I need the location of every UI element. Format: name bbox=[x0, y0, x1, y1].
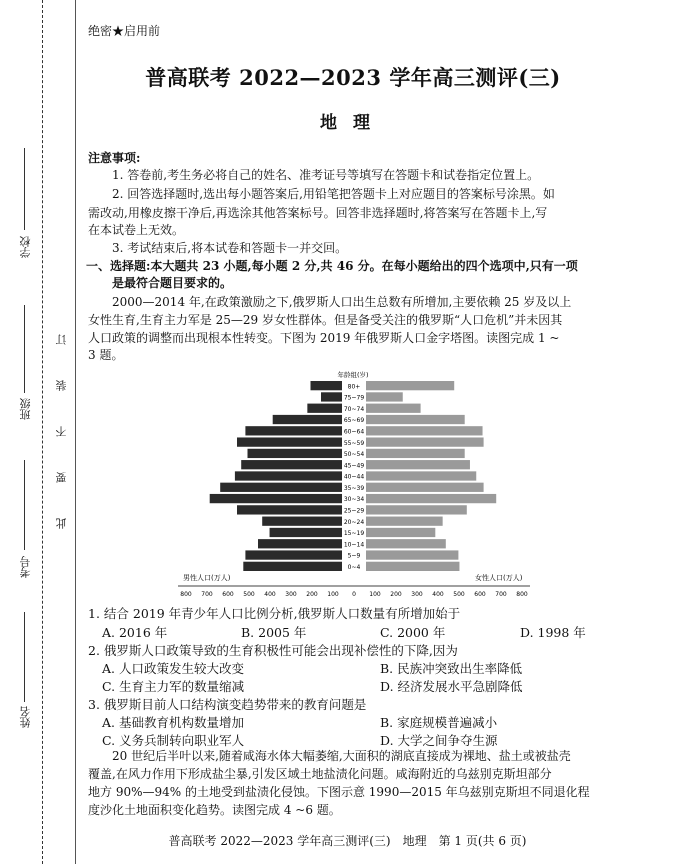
passage2-line4: 度沙化土地面积变化趋势。读图完成 4 ~6 题。 bbox=[88, 803, 341, 817]
male-bar-40~44 bbox=[235, 471, 342, 480]
female-bar-20~24 bbox=[366, 517, 443, 526]
female-bar-5~9 bbox=[366, 550, 458, 559]
note-3: 3. 考试结束后,将本试卷和答题卡一并交回。 bbox=[112, 241, 348, 255]
age-group-label: 10~14 bbox=[343, 541, 365, 549]
male-bar-5~9 bbox=[245, 550, 342, 559]
secret-label: 绝密★启用前 bbox=[88, 24, 161, 38]
male-bar-25~29 bbox=[237, 505, 342, 514]
q3-option-d: D. 大学之间争夺生源 bbox=[380, 733, 498, 748]
female-bar-65~69 bbox=[366, 415, 465, 424]
section-heading-2: 是最符合题目要求的。 bbox=[112, 276, 233, 290]
female-bar-60~64 bbox=[366, 426, 483, 435]
x-tick-label: 600 bbox=[474, 591, 486, 598]
male-bar-50~54 bbox=[248, 449, 343, 458]
male-bar-75~79 bbox=[321, 392, 342, 401]
seal-word-3: 不 bbox=[55, 426, 68, 437]
age-group-label: 30~34 bbox=[343, 496, 365, 504]
male-bar-0~4 bbox=[243, 562, 342, 571]
chart-left-label: 男性人口(万人) bbox=[183, 574, 231, 582]
female-bar-35~39 bbox=[366, 483, 484, 492]
male-bar-60~64 bbox=[245, 426, 342, 435]
q1-option-c: C. 2000 年 bbox=[380, 625, 446, 640]
age-group-label: 70~74 bbox=[343, 405, 365, 413]
q3-option-b: B. 家庭规模普遍减小 bbox=[380, 715, 498, 730]
x-tick-label: 100 bbox=[327, 591, 339, 598]
x-tick-label: 400 bbox=[432, 591, 444, 598]
q3-option-a: A. 基础教育机构数量增加 bbox=[102, 715, 244, 730]
q1-stem: 1. 结合 2019 年青少年人口比例分析,俄罗斯人口数量有所增加始于 bbox=[88, 606, 461, 621]
x-tick-label: 300 bbox=[285, 591, 297, 598]
age-group-label: 35~39 bbox=[343, 484, 365, 492]
female-bar-55~59 bbox=[366, 437, 484, 446]
q1-option-b: B. 2005 年 bbox=[241, 625, 307, 640]
female-bar-75~79 bbox=[366, 392, 403, 401]
class-line[interactable] bbox=[24, 305, 25, 393]
school-label: 学校 bbox=[19, 236, 32, 258]
section-heading: 一、选择题:本大题共 23 小题,每小题 2 分,共 46 分。在每小题给出的四个选项中,只有一项 bbox=[86, 259, 578, 273]
x-tick-label: 400 bbox=[264, 591, 276, 598]
subject-title: 地理 bbox=[320, 113, 386, 133]
female-bar-25~29 bbox=[366, 505, 467, 514]
male-bar-45~49 bbox=[241, 460, 342, 469]
age-group-label: 20~24 bbox=[343, 518, 365, 526]
male-bar-35~39 bbox=[220, 483, 342, 492]
male-bar-80+ bbox=[311, 381, 343, 390]
age-group-label: 55~59 bbox=[343, 439, 365, 447]
q1-option-a: A. 2016 年 bbox=[102, 625, 168, 640]
x-tick-label: 300 bbox=[411, 591, 423, 598]
x-tick-label: 200 bbox=[390, 591, 402, 598]
passage2-line1: 20 世纪后半叶以来,随着咸海水体大幅萎缩,大面积的湖底直接成为裸地、盐土或被盐壳 bbox=[112, 749, 571, 763]
male-bar-55~59 bbox=[237, 437, 342, 446]
notes-heading: 注意事项: bbox=[88, 151, 141, 165]
page-footer: 普高联考 2022—2023 学年高三测评(三) 地理 第 1 页(共 6 页) bbox=[168, 834, 527, 848]
x-tick-label: 600 bbox=[222, 591, 234, 598]
passage1-line1: 2000—2014 年,在政策激励之下,俄罗斯人口出生总数有所增加,主要依赖 25 岁及以上 bbox=[112, 295, 572, 309]
q2-option-b: B. 民族冲突致出生率降低 bbox=[380, 661, 523, 676]
male-bar-70~74 bbox=[307, 404, 342, 413]
male-bar-15~19 bbox=[270, 528, 342, 537]
note-2b: 需改动,用橡皮擦干净后,再选涂其他答案标号。回答非选择题时,将答案写在答题卡上,写 bbox=[88, 206, 548, 220]
q2-option-d: D. 经济发展水平急剧降低 bbox=[380, 679, 523, 694]
x-tick-label: 500 bbox=[453, 591, 465, 598]
binding-dashed-line bbox=[42, 0, 43, 864]
age-group-label: 25~29 bbox=[343, 507, 365, 515]
q2-option-a: A. 人口政策发生较大改变 bbox=[102, 661, 244, 676]
age-group-label: 75~79 bbox=[343, 394, 365, 402]
population-pyramid-chart bbox=[178, 368, 548, 602]
age-group-label: 45~49 bbox=[343, 462, 365, 470]
age-group-label: 60~64 bbox=[343, 428, 365, 436]
female-bar-15~19 bbox=[366, 528, 435, 537]
exam-no-label: 考号 bbox=[19, 556, 32, 578]
x-tick-label: 100 bbox=[369, 591, 381, 598]
x-tick-label: 200 bbox=[306, 591, 318, 598]
female-bar-70~74 bbox=[366, 404, 421, 413]
passage1-line4: 3 题。 bbox=[88, 348, 124, 362]
female-bar-45~49 bbox=[366, 460, 470, 469]
school-line[interactable] bbox=[24, 148, 25, 230]
passage1-line2: 女性生育,生育主力军是 25—29 岁女性群体。但是备受关注的俄罗斯“人口危机”并未因其 bbox=[88, 313, 563, 327]
female-bar-10~14 bbox=[366, 539, 446, 548]
x-tick-label: 500 bbox=[243, 591, 255, 598]
q3-option-c: C. 义务兵制转向职业军人 bbox=[102, 733, 245, 748]
age-group-label: 65~69 bbox=[343, 417, 365, 425]
passage2-line2: 覆盖,在风力作用下形成盐尘暴,引发区域土地盐渍化问题。咸海附近的乌兹别克斯坦部分 bbox=[88, 767, 552, 781]
chart-ylabel: 年龄组(岁) bbox=[337, 371, 369, 379]
passage1-line3: 人口政策的调整而出现根本性转变。下图为 2019 年俄罗斯人口金字塔图。读图完成 1 ~ bbox=[88, 331, 560, 345]
page-title: 普高联考 2022—2023 学年高三测评(三) bbox=[145, 65, 561, 90]
female-bar-40~44 bbox=[366, 471, 476, 480]
class-label: 班级 bbox=[19, 398, 32, 420]
q2-stem: 2. 俄罗斯人口政策导致的生育积极性可能会出现补偿性的下降,因为 bbox=[88, 643, 458, 658]
q2-option-c: C. 生育主力军的数量缩减 bbox=[102, 679, 245, 694]
male-bar-10~14 bbox=[258, 539, 342, 548]
x-tick-label: 800 bbox=[180, 591, 192, 598]
male-bar-30~34 bbox=[210, 494, 342, 503]
note-2a: 2. 回答选择题时,选出每小题答案后,用铅笔把答题卡上对应题目的答案标号涂黑。如 bbox=[112, 187, 555, 201]
female-bar-50~54 bbox=[366, 449, 465, 458]
age-group-label: 5~9 bbox=[347, 552, 361, 560]
x-tick-label: 0 bbox=[352, 591, 356, 598]
name-label: 姓名 bbox=[19, 706, 32, 728]
age-group-label: 40~44 bbox=[343, 473, 365, 481]
male-bar-20~24 bbox=[262, 517, 342, 526]
age-group-label: 0~4 bbox=[347, 564, 361, 571]
seal-word-2: 装 bbox=[55, 380, 68, 391]
note-1: 1. 答卷前,考生务必将自己的姓名、准考证号等填写在答题卡和试卷指定位置上。 bbox=[112, 168, 540, 182]
seal-word-5: 此 bbox=[55, 518, 68, 529]
note-2c: 在本试卷上无效。 bbox=[88, 223, 185, 237]
female-bar-30~34 bbox=[366, 494, 496, 503]
age-group-label: 80+ bbox=[347, 383, 361, 391]
q1-option-d: D. 1998 年 bbox=[520, 625, 586, 640]
seal-word-1: 订 bbox=[55, 334, 68, 345]
male-bar-65~69 bbox=[273, 415, 342, 424]
age-group-label: 15~19 bbox=[343, 530, 365, 538]
seal-word-4: 要 bbox=[55, 472, 68, 483]
exam-no-line[interactable] bbox=[24, 460, 25, 550]
name-line[interactable] bbox=[24, 612, 25, 702]
age-group-label: 50~54 bbox=[343, 451, 365, 459]
female-bar-0~4 bbox=[366, 562, 459, 571]
chart-right-label: 女性人口(万人) bbox=[475, 574, 523, 582]
x-tick-label: 800 bbox=[516, 591, 528, 598]
x-tick-label: 700 bbox=[495, 591, 507, 598]
passage2-line3: 地方 90%—94% 的土地受到盐渍化侵蚀。下图示意 1990—2015 年乌兹别克斯坦不同退化程 bbox=[88, 785, 590, 799]
x-tick-label: 700 bbox=[201, 591, 213, 598]
female-bar-80+ bbox=[366, 381, 454, 390]
q3-stem: 3. 俄罗斯目前人口结构演变趋势带来的教育问题是 bbox=[88, 697, 367, 712]
